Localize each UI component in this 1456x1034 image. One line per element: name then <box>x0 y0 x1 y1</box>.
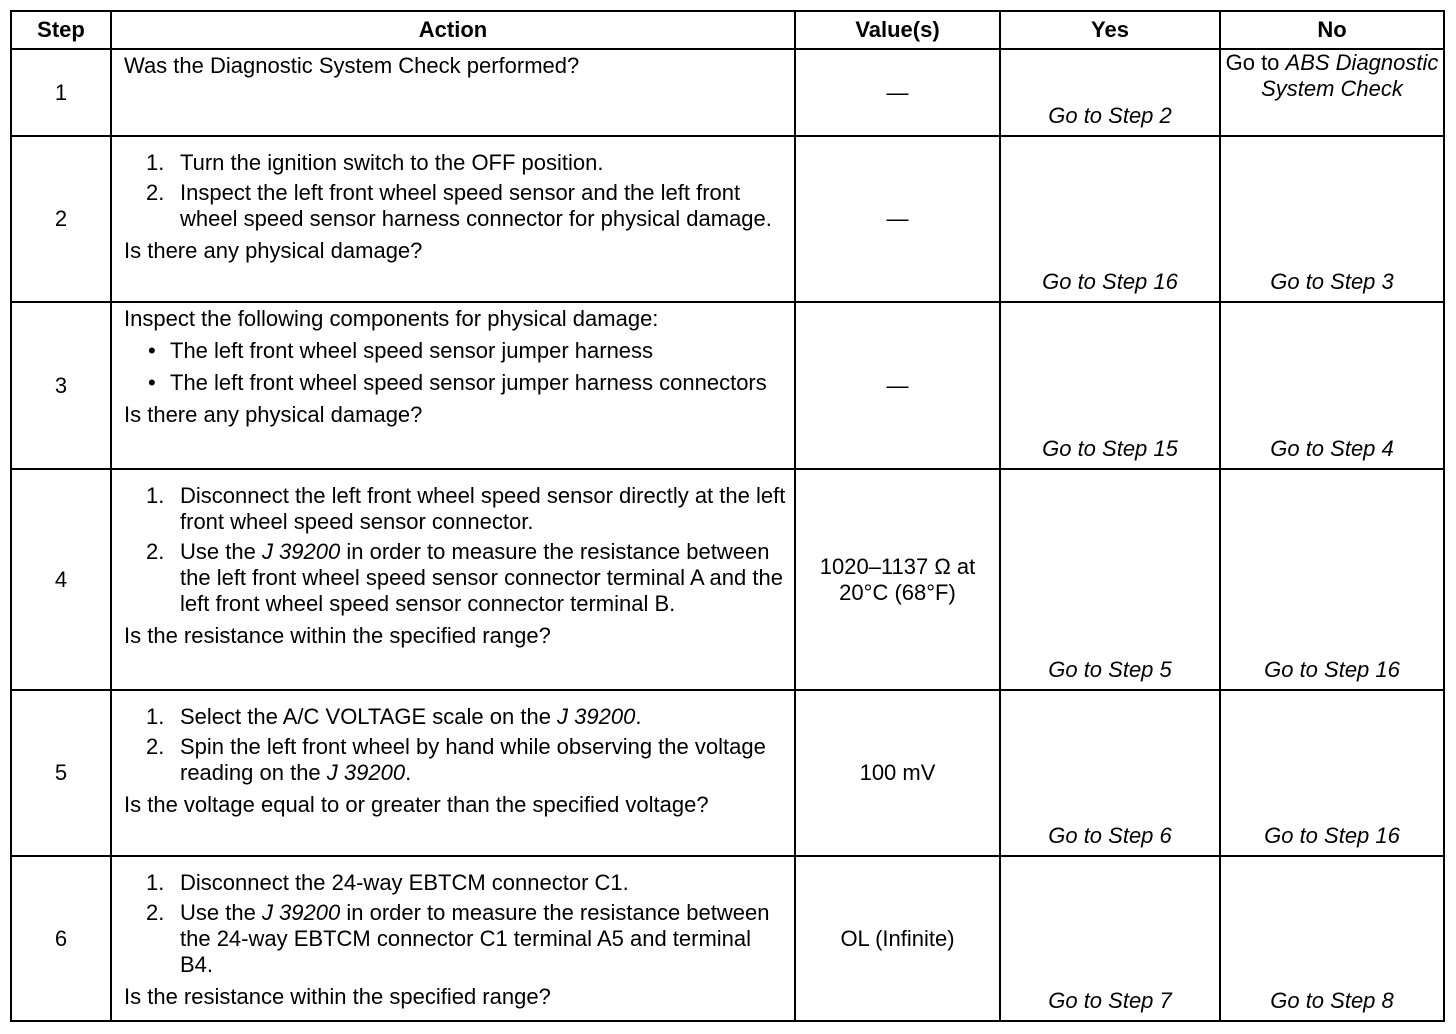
action-step: 2. Use the J 39200 in order to measure the resistance between the 24-way EBTCM connector C1 terminal A5 and terminal B4. <box>146 900 770 977</box>
tool-name: J 39200 <box>261 539 341 564</box>
no-cell <box>1220 49 1444 136</box>
header-row <box>11 11 1444 49</box>
action-step: 2. Spin the left front wheel by hand while observing the voltage reading on the J 39200. <box>146 734 766 785</box>
table-row <box>11 856 1444 1021</box>
no-cell: Go to Step 4 <box>1220 302 1444 469</box>
action-step-text: Use the <box>180 539 262 564</box>
action-step-text: Turn the ignition switch to the OFF position. <box>180 150 604 175</box>
value-cell: — <box>795 302 1000 469</box>
step-number: 5 <box>11 690 111 856</box>
no-cell: Go to Step 8 <box>1220 856 1444 1021</box>
no-cell: Go to Step 16 <box>1220 469 1444 690</box>
header-no: No <box>1220 11 1444 49</box>
action-step-text: Use the <box>180 900 262 925</box>
no-cell: Go to Step 3 <box>1220 136 1444 302</box>
tool-name: J 39200 <box>261 900 341 925</box>
table-row <box>11 136 1444 302</box>
step-number: 2 <box>11 136 111 302</box>
action-cell <box>111 136 795 302</box>
action-cell <box>111 856 795 1021</box>
action-question: Is there any physical damage? <box>124 238 423 263</box>
action-step: 2. Use the J 39200 in order to measure the resistance between the left front wheel speed sensor connector terminal A and the left front wheel speed sensor connector terminal B. <box>146 539 783 616</box>
action-step-text: . <box>635 704 642 729</box>
action-cell <box>111 469 795 690</box>
table-row <box>11 49 1444 136</box>
action-intro: Inspect the following components for physical damage: <box>124 306 659 331</box>
component-item: • The left front wheel speed sensor jumper harness connectors <box>148 370 767 395</box>
action-step: 1. Disconnect the left front wheel speed sensor directly at the left front wheel speed sensor connector. <box>146 483 786 534</box>
value-cell: OL (Infinite) <box>795 856 1000 1021</box>
header-step: Step <box>11 11 111 49</box>
action-cell <box>111 690 795 856</box>
step-number: 6 <box>11 856 111 1021</box>
action-step-text: in order to measure the resistance between the left front wheel speed sensor connector terminal A and the left front wheel speed sensor connector terminal B. <box>180 539 783 616</box>
action-step-text: Disconnect the 24-way EBTCM connector C1. <box>180 870 629 895</box>
tool-name: J 39200 <box>326 760 406 785</box>
action-question: Is the resistance within the specified range? <box>124 984 551 1009</box>
action-step-text: Inspect the left front wheel speed sensor and the left front wheel speed sensor harness connector for physical damage. <box>180 180 772 231</box>
yes-cell: Go to Step 5 <box>1000 469 1220 690</box>
yes-cell: Go to Step 6 <box>1000 690 1220 856</box>
action-question: Is the resistance within the specified range? <box>124 623 551 648</box>
value-cell: 1020–1137 Ω at 20°C (68°F) <box>795 469 1000 690</box>
yes-cell: Go to Step 15 <box>1000 302 1220 469</box>
action-step-text: Disconnect the left front wheel speed sensor directly at the left front wheel speed sensor connector. <box>180 483 786 534</box>
no-cell: Go to Step 16 <box>1220 690 1444 856</box>
action-step: 1. Select the A/C VOLTAGE scale on the J 39200. <box>146 704 642 729</box>
action-step: 2. Inspect the left front wheel speed sensor and the left front wheel speed sensor harness connector for physical damage. <box>146 180 772 231</box>
component-text: The left front wheel speed sensor jumper harness <box>170 338 654 363</box>
action-step-text: . <box>405 760 412 785</box>
component-text: The left front wheel speed sensor jumper harness connectors <box>170 370 767 395</box>
component-list <box>124 338 786 396</box>
action-step: 1. Turn the ignition switch to the OFF position. <box>146 150 604 175</box>
header-values: Value(s) <box>795 11 1000 49</box>
step-number: 3 <box>11 302 111 469</box>
value-cell: — <box>795 49 1000 136</box>
action-steps <box>124 870 786 978</box>
action-cell <box>111 302 795 469</box>
action-steps <box>124 704 786 786</box>
step-number: 4 <box>11 469 111 690</box>
table-row <box>11 302 1444 469</box>
action-steps <box>124 483 786 617</box>
diagnostic-table <box>10 10 1445 1022</box>
value-cell: 100 mV <box>795 690 1000 856</box>
action-question: Is the voltage equal to or greater than the specified voltage? <box>124 792 709 817</box>
action-step-text: Select the A/C VOLTAGE scale on the <box>180 704 558 729</box>
action-text: Was the Diagnostic System Check performed? <box>124 53 580 78</box>
no-prefix: Go to <box>1225 50 1286 75</box>
yes-cell: Go to Step 16 <box>1000 136 1220 302</box>
action-cell <box>111 49 795 136</box>
header-action: Action <box>111 11 795 49</box>
action-step-text: in order to measure the resistance between the 24-way EBTCM connector C1 terminal A5 and terminal B4. <box>180 900 770 977</box>
action-question: Is there any physical damage? <box>124 402 423 427</box>
yes-cell: Go to Step 2 <box>1000 49 1220 136</box>
header-yes: Yes <box>1000 11 1220 49</box>
yes-cell: Go to Step 7 <box>1000 856 1220 1021</box>
tool-name: J 39200 <box>557 704 636 729</box>
action-step-text: Spin the left front wheel by hand while observing the voltage reading on the <box>180 734 766 785</box>
action-steps <box>124 150 786 232</box>
step-number: 1 <box>11 49 111 136</box>
action-step: 1. Disconnect the 24-way EBTCM connector C1. <box>146 870 629 895</box>
table-row <box>11 690 1444 856</box>
no-link: ABS Diagnostic System Check <box>1261 50 1439 101</box>
value-cell: — <box>795 136 1000 302</box>
component-item: • The left front wheel speed sensor jumper harness <box>148 338 654 363</box>
table-row <box>11 469 1444 690</box>
